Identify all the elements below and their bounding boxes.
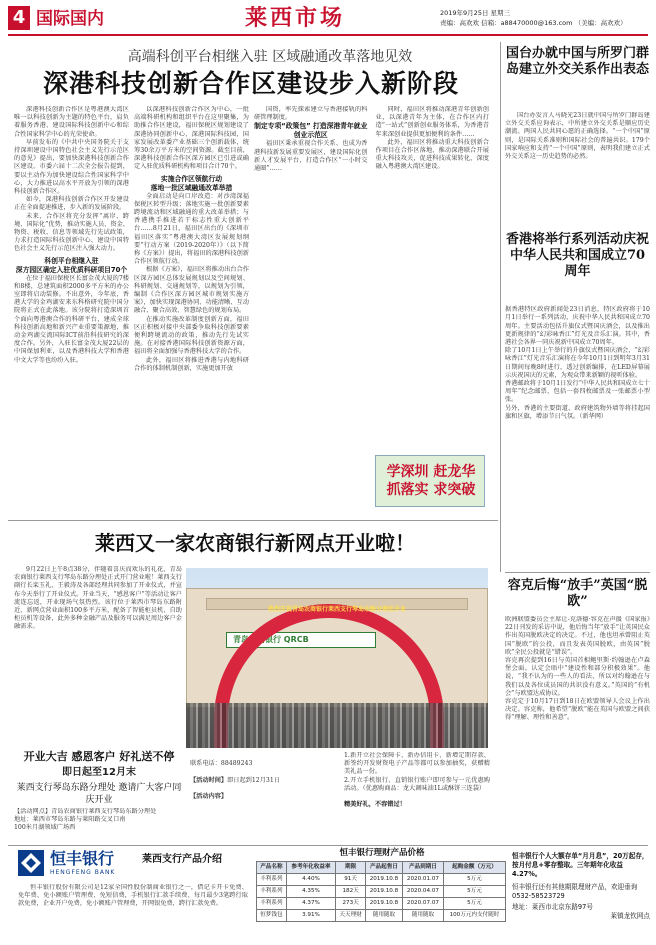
hengfeng-description: 恒丰银行股份有限公司是12家全国性股份制商业银行之一，借记卡开卡免费、免年费、免小额账户管理费、免短信费，手机银行汇款手续费、每月最少3笔跨行取款免费，企业开户免费，免小额账户管理费，开网银免费，跨行汇款免费。 bbox=[18, 884, 248, 908]
newspaper-masthead: 莱西市场 bbox=[244, 5, 345, 31]
bank-headline: 莱西又一家农商银行新网点开业啦！ bbox=[95, 531, 415, 555]
table-cell: 随用随取 bbox=[402, 910, 443, 922]
lead-column-3 bbox=[254, 106, 489, 446]
footer-divider bbox=[8, 845, 648, 846]
headline-juncker: 容克后悔“放手”英国“脱欧” bbox=[507, 578, 648, 609]
promo-date: 即日起至12月末 bbox=[62, 767, 136, 778]
table-row bbox=[257, 886, 506, 898]
hengfeng-logo-icon bbox=[18, 850, 44, 876]
paragraph: 如今，深港科技创新合作区开发建设正在全面提速推进，步入新的发展阶段。 bbox=[14, 196, 129, 212]
product-table-title: 恒丰银行理财产品价格 bbox=[339, 848, 425, 858]
paragraph: 根据《方案》，福田区将推动出台合作区深方园区总体发展规划以及空间规划、科研规划、交通规划等，以规划为引领，编制《合作区深方园区城市规划实施方案》，加快实现深港协同、功能清晰、互动融合、聚合高效、智慧绿色的规划布局。 bbox=[134, 266, 249, 315]
article-hk-celebration bbox=[505, 298, 650, 568]
inquiry-info: 恒丰银行还有其他期限理财产品，欢迎垂询0532-58523729 bbox=[512, 883, 638, 900]
paragraph: 在位于福田保税区长富金茂大厦的7楼和8楼，总建筑面积2000多平方米的办公室即将启动装修。不出意外，今年底，香港大学的金鸡湖安来东科格研究院中国分院将正式在此落地。该分院将打造深圳首个面向粤港澳合作的科研平台，建成全球科技创新高地和新兴产业重要策源地，推动金鸡湖交流国际ICT前沿科技研究的深度合作。另外，入驻长富金茂大厦22层的中国保加利亚，以及香港科技大学和香港中文大学等也纷纷入驻。 bbox=[14, 274, 129, 364]
branch-name: 莱镇龙钦网点 bbox=[610, 912, 650, 920]
closing-line: 精美好礼，不容错过！ bbox=[344, 801, 406, 809]
column-header: 期限 bbox=[336, 862, 366, 874]
promo-location: 【活动网点】青岛农商银行莱西支行琴岛东路分理处 地址：莱西市琴岛东路与莱阳路交叉口南 100米月湖领域广场西 bbox=[14, 808, 157, 832]
editor-contact: 责编：高欢欢 信箱：a88470000@163.com bbox=[440, 19, 573, 27]
table-cell: 4.37% bbox=[286, 898, 335, 910]
column-divider bbox=[500, 42, 501, 572]
lead-column-1 bbox=[14, 106, 129, 546]
page-header bbox=[0, 0, 656, 42]
table-cell: 丰利系列 bbox=[257, 874, 287, 886]
arch-banner: 热烈庆祝青岛农商银行莱西支行琴岛东路分理处开业 bbox=[267, 606, 406, 613]
table-cell: 273天 bbox=[336, 898, 366, 910]
column-header: 产品到期日 bbox=[402, 862, 443, 874]
table-cell: 天天理财 bbox=[336, 910, 366, 922]
table-cell: 2020.01.07 bbox=[402, 874, 443, 886]
table-cell: 丰利系列 bbox=[257, 898, 287, 910]
table-cell: 恒梦钱包 bbox=[257, 910, 287, 922]
article-text: 据香港特区政府新闻处23日消息，特区政府将于10月1日举行一系列活动，庆祝中华人民共和国成立70周年。主要活动包括升旗仪式暨国庆酒会，以及推出更新规律的“幻彩咏香江”灯光及音乐汇演。其中，香港社会各界一同庆祝新中国成立70周年。 除了10月1日上午举行的升旗仪式暨国庆酒会，“幻彩咏香江”灯光音乐汇演将在今年10月1日到明年3月31日期间每晚8时进行，透过创新编排，在LED屏幕展示庆祝国庆的元素，为观众带来新颖的视听体验。 香港邮政将于10月1日发行“中华人民共和国成立七十周年”纪念邮票，包括一套四枚邮票及一张邮票小型张。 另外，香港的主要街道、政府建筑物外墙等将挂起国旗和区旗，增添节日气氛。 bbox=[505, 306, 650, 420]
paragraph: 在推动实施改革制度创新方面，福田区正积极对接中央部委争取科技创新要素便利跨境流动的政策，推动先行先试实施。在对接香港国际科技创新资源方面，福田将全面加强与香港科技大学的合作。 bbox=[134, 315, 249, 356]
section-name: 国际国内 bbox=[36, 9, 104, 29]
table-cell: 5万元 bbox=[443, 898, 505, 910]
lead-kicker: 高端科创平台相继入驻 区域融通改革落地见效 bbox=[127, 49, 413, 65]
table-cell: 100万元内支付随时 bbox=[443, 910, 505, 922]
column-header: 产品名称 bbox=[257, 862, 287, 874]
table-cell: 91天 bbox=[336, 874, 366, 886]
label: 【活动时间】 bbox=[190, 776, 228, 784]
section-divider bbox=[8, 520, 498, 521]
paragraph: 此外，福田区将推进香港与内地科研合作的体制机制创新，实施更加开放 bbox=[134, 356, 249, 372]
subheading: 制定专项“政策包” 打造深港青年就业创业示范区 bbox=[254, 122, 368, 140]
article-taiwan-office: 国台办发言人马晓光23日就中国与所罗门群岛建立外交关系应询表示，中所建立外交关系是顺应历史潮流、两国人民共同心愿的正确选择。“一个中国”原则，是国际关系准则和国际社会的普遍共识。179个国家响应和支持“一个中国”原则，表明我们建立正式外交关系这一历史趋势的必然。 bbox=[505, 112, 650, 161]
table-cell: 4.35% bbox=[286, 886, 335, 898]
paragraph: 福田区秉承重视合作关系、也成为香港科技新发展重要发展区，建设国际化创新人才发展平台，打造合作区“一小时交通圈”…… bbox=[254, 140, 368, 173]
hengfeng-deposit-info bbox=[512, 852, 650, 921]
paragraph: 未来，合作区将充分发挥“离岸、跨境、国际化”优势，推动实施人员、资金、物资、税收、信息等领域先行先试政策，力求打造国际科技创新中心、建设中国特色社会主义先行示范区注入强大动力。 bbox=[14, 212, 129, 253]
page-number: 4 bbox=[8, 6, 30, 30]
article-juncker: 欧洲联盟委员会主席让-克洛德·容克在声援《国家报》22日刊发的采访中说，他后悔当年“放手”让英国民众作出英国脱欧决定的决定。不过，他也坦承曾阻止英国“脱欧”的公投，而且发表英国脱欧，由英国“脱欧”全民公投就是“错误”。 容克再次提到16日与英国首相鲍里斯·约翰逊在卢森堡会面。认定会晤中“建设性和部分积极效果”。他说，“我不认为的一些人的看法，所以对约翰逊在与我们以及各位成员国的共识没有意义。”英国的“有机会”与欧盟达成协议。 容克定于10月17日到18日在欧盟领导人会议上作出决定。容克称，他希望“脱欧”能在英国与欧盟之间获得“理解、理性和善意”。 bbox=[505, 616, 650, 722]
contact-phone: 联系电话：88489243 bbox=[190, 760, 253, 768]
table-row bbox=[257, 910, 506, 922]
bank-sign: 青岛农商银行 QRCB bbox=[226, 632, 376, 648]
paragraph: 深港科技创新合作区是粤港澳大湾区唯一以科技创新为主题的特色平台，肩负着服务香港、建设国际科技创新中心和综合性国家科学中心的光荣使命。 bbox=[14, 106, 129, 138]
table-row bbox=[257, 874, 506, 886]
table-cell: 182天 bbox=[336, 886, 366, 898]
branch-address: 地址：莱西市北京东路97号 bbox=[512, 903, 593, 911]
table-cell: 丰利系列 bbox=[257, 886, 287, 898]
label: 【活动内容】 bbox=[190, 793, 228, 801]
headline-taiwan-office: 国台办就中国与所罗门群岛建立外交关系作出表态 bbox=[505, 46, 649, 77]
table-cell: 5万元 bbox=[443, 886, 505, 898]
bank-article-text: 9月22日上午8点38分，伴随着喜庆而欢乐的礼花，青岛农商银行莱西支行琴岛东路分理处正式开门营业啦！莱西支行副行长栾玉礼、王毅涛及各部经理共同参加了开业仪式，并宣布今天举行了开业仪式。开业当天，“感恩客户”等活动让客户流连忘返，开业现场气氛热烈。该行位于莱西市琴岛东路附近，新网点营业面积100多平方米，配备了智能柜员机、自助柜员机等设备，此外多种金融产品及服务可以满足周边客户金融需求。 bbox=[14, 566, 182, 631]
paragraph: 全面启动是向口岸改造：对沙湾深福保税区转型升级；落地实施一批创新要素跨境流动和区域融通的重大改革举措；与香港携手推进若干标志性重大创新平台……8月21日，福田区出台的《深圳市福田区落实“粤港澳大湾区发展规划纲要”行动方案（2019-2020年）》（以下简称《方案》）提出，将福田的深港科技创新合作区领航行动。 bbox=[134, 192, 249, 266]
table-cell: 2020.04.07 bbox=[402, 886, 443, 898]
hengfeng-slogan: 莱西支行产品介绍 bbox=[142, 854, 222, 865]
paragraph: 同时，福田区将推动深港青年创新创业，以深港青年为主体，在合作区内打造“一站式”创新创业服务体系，为香港青年来深创业提供更加便利的条件…… bbox=[375, 106, 489, 138]
paragraph: 以深港科技创新合作区为中心，一批高端科研机构和组织平台在这里聚集，为助推合作区建设，福田保税区规划建设了深港协同创新中心、深港国际科技园，国家发展改革委产业基础三个创新载体，统筹30余万平方米的空间资源。截至目前，深港科技创新合作区深方园区已引进或确定入驻优质科研机构和项目合计70个。 bbox=[134, 106, 249, 171]
table-header-row bbox=[257, 862, 506, 874]
header-divider bbox=[8, 34, 648, 36]
section-divider bbox=[505, 572, 650, 573]
table-cell: 2020.07.07 bbox=[402, 898, 443, 910]
hengfeng-english-name: HENGFENG BANK bbox=[50, 869, 116, 876]
table-cell: 5万元 bbox=[443, 874, 505, 886]
promo-invite: 莱西支行琴岛东路分理处 邀请广大客户同庆开业 bbox=[16, 783, 182, 805]
lead-column-2 bbox=[134, 106, 249, 516]
subheading: 落地一批区域融通改革举措 bbox=[150, 183, 233, 192]
hengfeng-name: 恒丰银行 bbox=[50, 849, 115, 868]
subheading: 科创平台相继入驻 bbox=[44, 256, 99, 265]
column-header: 参考年化收益率 bbox=[286, 862, 335, 874]
activity-content: 1.新开立社会保障卡、新办信用卡、新增定期存款、新签约开发财资电子产品等都可以参加抽奖，获赠精美礼品一份。 2.开立手机银行、直销银行账户即可参与一元优惠购活动。（优惠购商品：龙大调味油1L或酥饼三连袋） bbox=[344, 752, 490, 792]
issue-date: 2019年9月25日 星期三 bbox=[440, 9, 511, 17]
table-cell: 随用随取 bbox=[365, 910, 402, 922]
subheading: 深方园区确定入驻优质科研项目70个 bbox=[15, 265, 128, 274]
table-cell: 2019.10.8 bbox=[365, 874, 402, 886]
source-tag: （新华网） bbox=[579, 412, 608, 420]
paragraph: 早前发布的《中共中央国务院关于支持深圳建设中国特色社会主义先行示范区的意见》提出，要加快深港科技创新合作区建设。市委六届十二次全会报告提到，要以主动作为加快建设综合性国家科学中心，大力推进以高水平开放为引领的深港科技创新合作区。 bbox=[14, 138, 129, 196]
table-cell: 2019.10.8 bbox=[365, 886, 402, 898]
headline-hk-celebration: 香港将举行系列活动庆祝中华人民共和国成立70周年 bbox=[505, 232, 649, 279]
table-cell: 3.91% bbox=[286, 910, 335, 922]
table-cell: 4.40% bbox=[286, 874, 335, 886]
slogan-line: 抓落实 求突破 bbox=[386, 482, 476, 498]
product-table bbox=[256, 861, 506, 922]
branch-opening-photo bbox=[186, 568, 488, 748]
table-row bbox=[257, 898, 506, 910]
table-cell: 2019.10.8 bbox=[365, 898, 402, 910]
crowd bbox=[186, 703, 488, 748]
lead-headline: 深港科技创新合作区建设步入新阶段 bbox=[42, 69, 459, 98]
promo-details bbox=[190, 752, 490, 842]
deposit-promo: 恒丰银行个人大额存单“月月息”，20万起存，按月付息+零存整取。三年期年化收益4.27%。 bbox=[512, 852, 649, 878]
paragraph: 国资，率先探索建立与香港接轨的科研管理制度。 bbox=[254, 106, 368, 122]
slogan-line: 学深圳 赶龙华 bbox=[386, 464, 476, 480]
activity-time: 即日起到12月31日 bbox=[227, 776, 280, 784]
slogan-banner bbox=[375, 455, 485, 507]
art-editor: （美编：高欢欢） bbox=[574, 19, 627, 27]
promo-title: 开业大吉 感恩客户 好礼送不停 bbox=[23, 750, 175, 763]
column-header: 产品起售日 bbox=[365, 862, 402, 874]
subheading: 实施合作区领航行动 bbox=[160, 174, 223, 183]
column-header: 起购金额（万元） bbox=[443, 862, 505, 874]
editor-info bbox=[440, 19, 627, 27]
paragraph: 此外，福田区将推动重大科技创新合作项目在合作区落地，推动深港联合开展重大科技攻关，促进科技成果转化，深度融入粤港澳大湾区建设。 bbox=[375, 138, 489, 171]
